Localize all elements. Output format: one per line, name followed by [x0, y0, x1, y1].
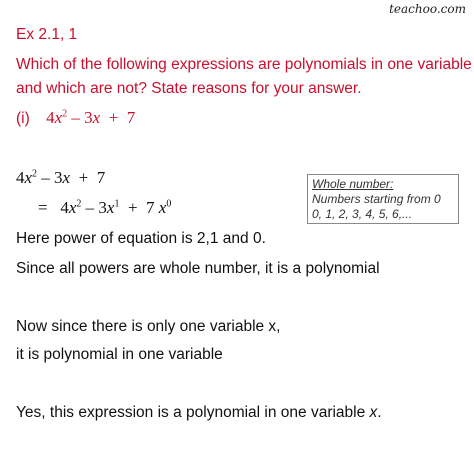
whole-number-line: Since all powers are whole number, it is a polynomial [16, 260, 380, 277]
brand-logo: teachoo.com [389, 2, 466, 16]
question-line-2: and which are not? State reasons for your answer. [16, 80, 362, 97]
working-step: = $4x^2 - 3x^1 + 7$ $x^0$ [38, 198, 172, 217]
conclusion-line: Yes, this expression is a polynomial in one variable x. [16, 404, 382, 421]
note-line-2: 0, 1, 2, 3, 4, 5, 6,... [312, 207, 413, 221]
one-variable-line: Now since there is only one variable x, [16, 318, 281, 335]
question-line-1: Which of the following expressions are polynomials in one variable [16, 56, 472, 73]
part-label: (i) [16, 110, 30, 127]
working-expression: $4x^2 - 3x + 7$ [16, 168, 106, 187]
exercise-heading: Ex 2.1, 1 [16, 26, 78, 43]
question-expression: $4x^2 - 3x + 7$ [46, 108, 136, 127]
note-line-1: Numbers starting from 0 [312, 192, 441, 206]
is-polynomial-line: it is polynomial in one variable [16, 346, 223, 363]
question-part [16, 108, 135, 128]
powers-line: Here power of equation is 2,1 and 0. [16, 230, 266, 247]
whole-number-note [307, 174, 459, 224]
note-title: Whole number: [312, 177, 394, 191]
